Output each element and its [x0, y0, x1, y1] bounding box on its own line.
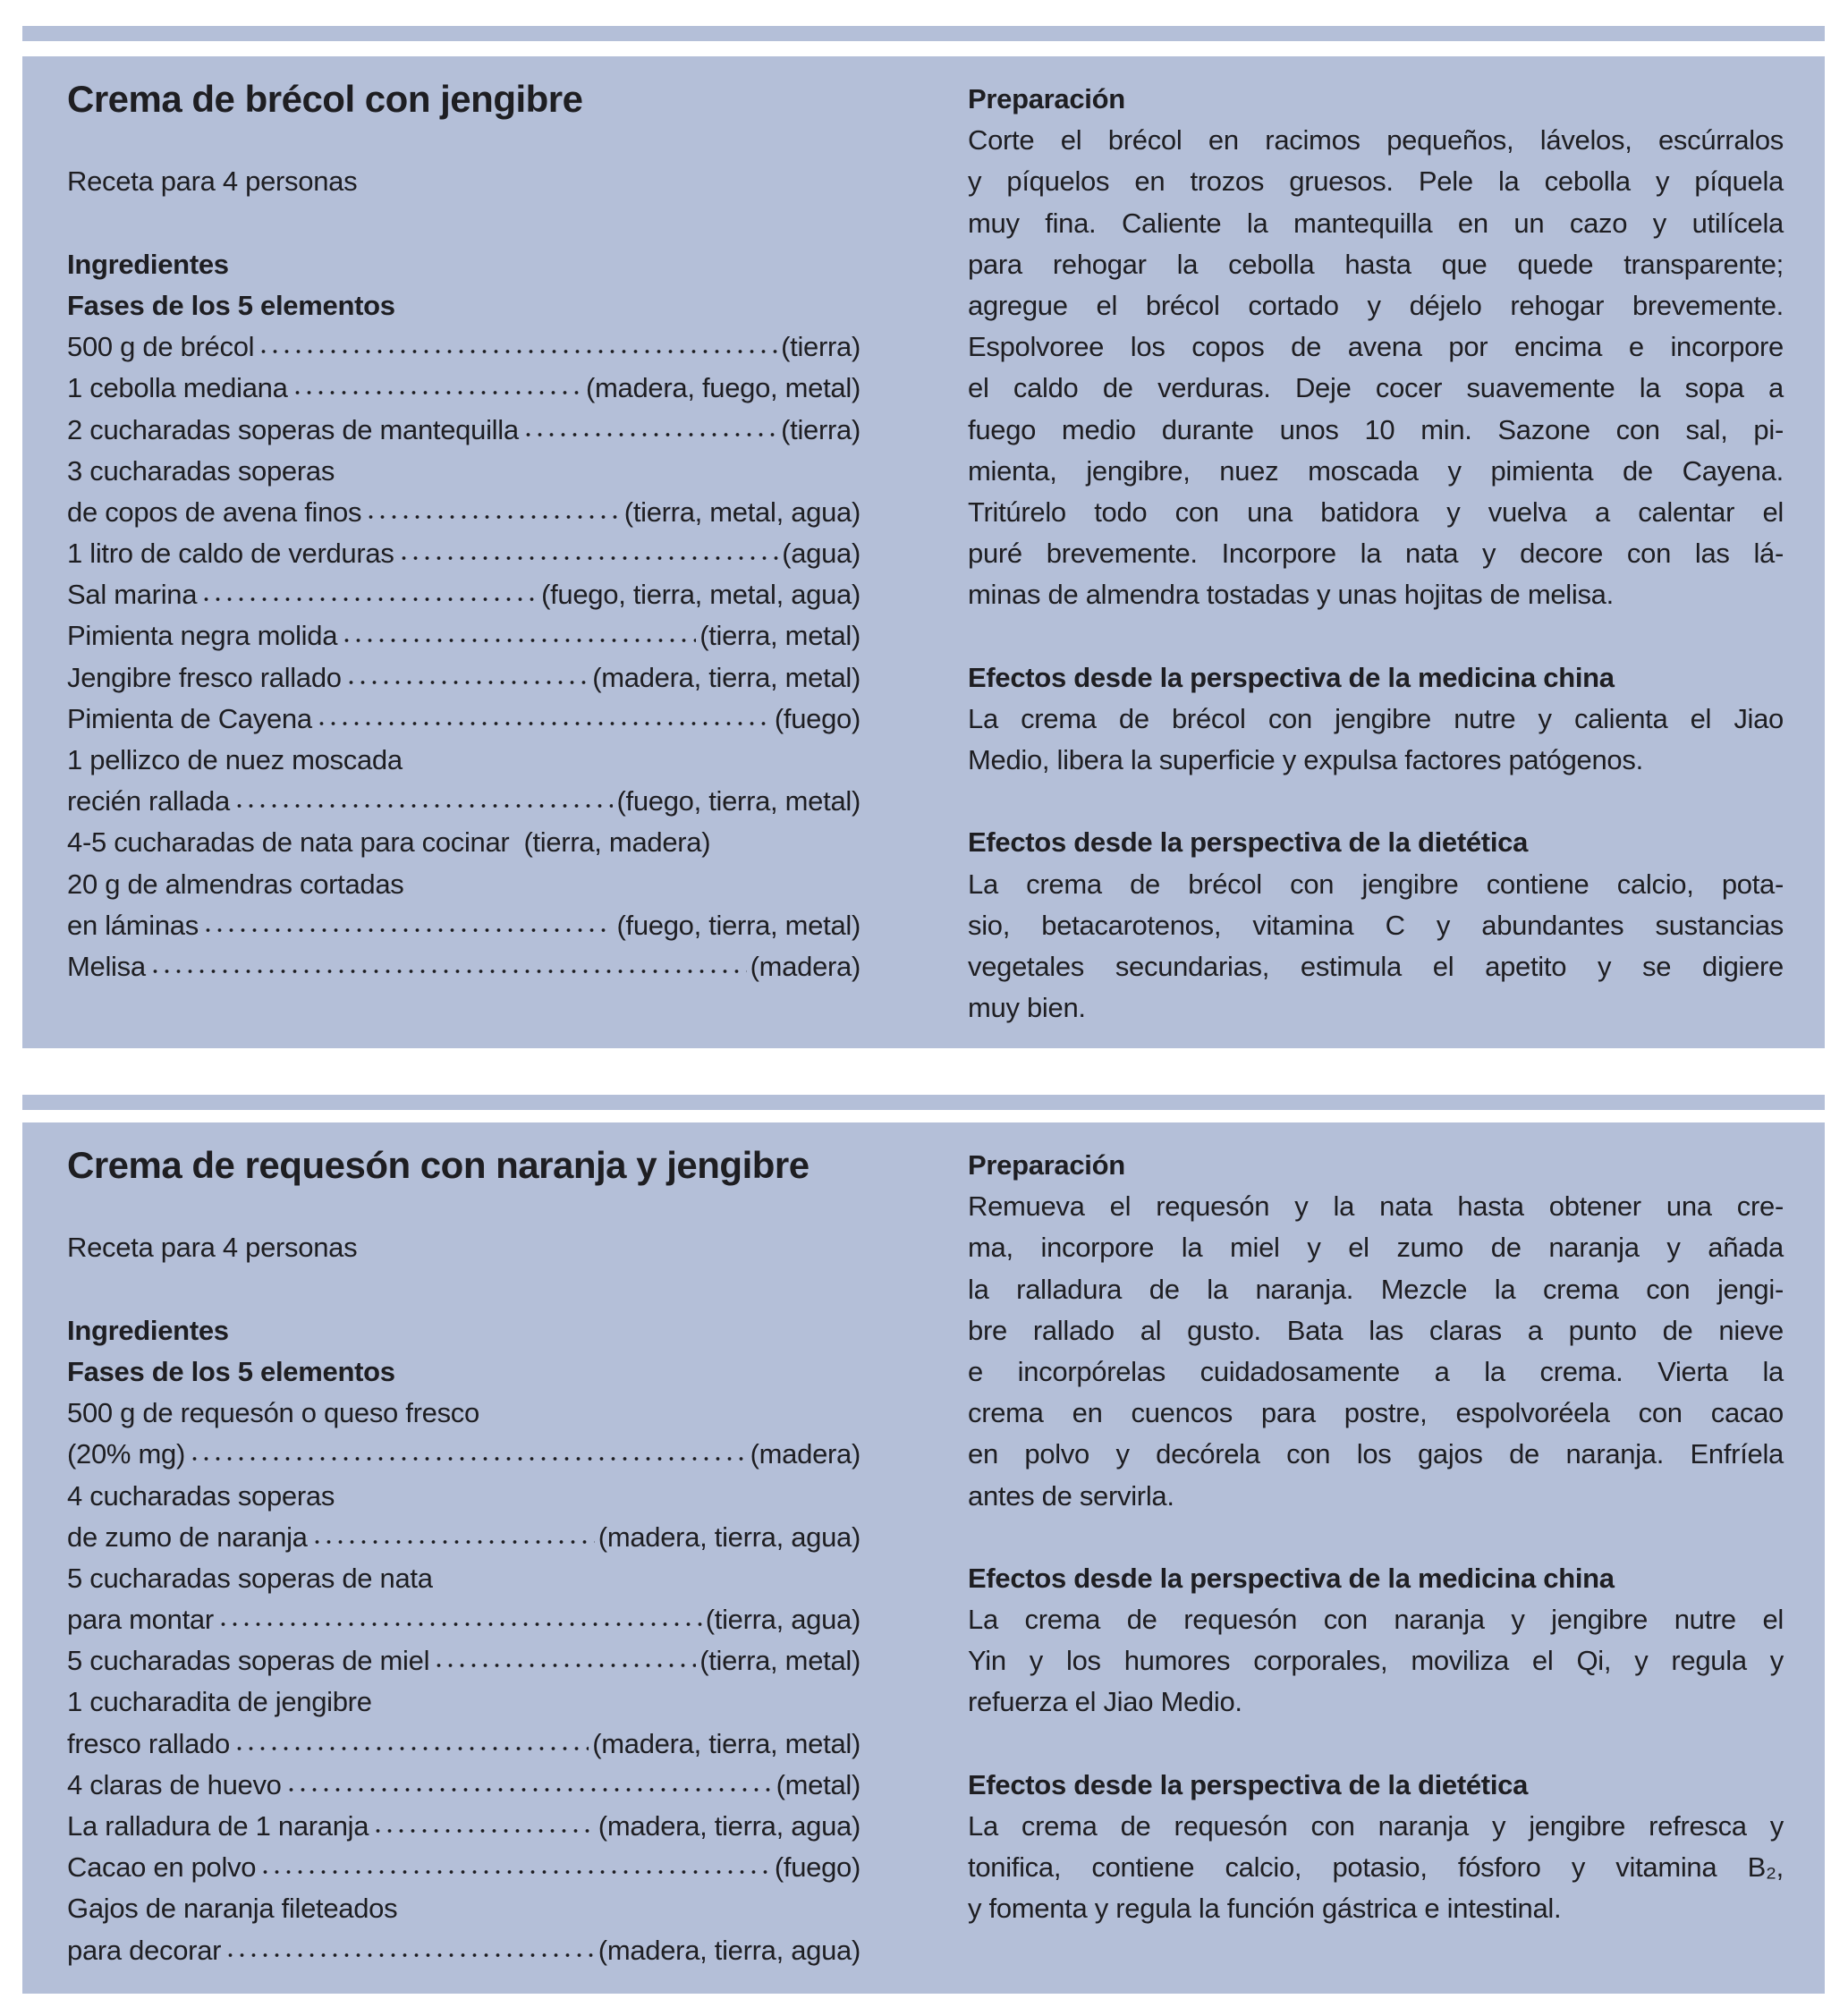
ingredient-row [67, 533, 860, 574]
ingredient-line-prefix: Gajos de naranja fileteados [67, 1893, 398, 1925]
ingredient-phases: (fuego, tierra, metal, agua) [541, 579, 860, 611]
recipe-left-column [67, 79, 860, 987]
ingredient-row [67, 410, 860, 451]
ingredient-phases: (tierra, metal) [699, 620, 860, 652]
dot-leader [225, 1951, 595, 1960]
ingredient-name: fresco rallado [67, 1727, 230, 1759]
spacer [67, 1186, 860, 1227]
top-divider-strip-2 [22, 1095, 1825, 1110]
ingredient-row [67, 905, 860, 946]
ingredient-name: 500 g de brécol [67, 331, 255, 363]
section-text-line: puré brevemente. Incorpore la nata y decore con las lá- [968, 538, 1784, 570]
servings-text: Receta para 4 personas [67, 165, 358, 198]
section-text-line: vegetales secundarias, estimula el apetito y se digiere [968, 950, 1784, 982]
ingredient-phases: (madera, tierra, agua) [598, 1810, 860, 1842]
ingredient-row [67, 1765, 860, 1806]
section-text-line: Tritúrelo todo con una batidora y vuelva a calentar el [968, 496, 1784, 528]
ingredient-row [67, 1930, 860, 1971]
ingredient-row [67, 574, 860, 615]
ingredient-phases: (tierra) [781, 413, 860, 445]
ingredient-name: 1 cebolla mediana [67, 372, 288, 404]
recipe-card-brecol [22, 56, 1825, 1048]
ingredient-name: Pimienta de Cayena [67, 702, 312, 734]
ingredients-heading: Ingredientes [67, 248, 229, 280]
section-text-line: minas de almendra tostadas y unas hojitas de melisa. [968, 579, 1614, 611]
ingredient-phases: (tierra, madera) [523, 826, 711, 859]
dot-leader [149, 967, 747, 976]
servings-text: Receta para 4 personas [67, 1232, 358, 1264]
section-text-line: refuerza el Jiao Medio. [968, 1686, 1242, 1718]
spacer [968, 1724, 1784, 1765]
section-heading: Preparación [968, 1149, 1125, 1181]
spacer [968, 1517, 1784, 1558]
dot-leader [258, 347, 777, 356]
ingredient-phases: (madera) [750, 1438, 860, 1470]
dot-leader [398, 554, 779, 563]
ingredient-name: (20% mg) [67, 1438, 185, 1470]
section-heading: Efectos desde la perspectiva de la dietética [968, 1768, 1529, 1800]
section-text-line: La crema de brécol con jengibre nutre y calienta el Jiao [968, 702, 1784, 734]
section-text-line: en polvo y decórela con los gajos de naranja. Enfríela [968, 1438, 1784, 1470]
recipe-right-column [968, 79, 1784, 1029]
ingredient-phases: (agua) [782, 538, 860, 570]
section-heading: Efectos desde la perspectiva de la medicina china [968, 661, 1615, 693]
dot-leader [259, 1868, 771, 1876]
phases-heading: Fases de los 5 elementos [67, 289, 395, 321]
section-text-line: tonifica, contiene calcio, potasio, fósforo y vitamina B₂, [968, 1851, 1784, 1884]
ingredient-name: Jengibre fresco rallado [67, 661, 342, 693]
ingredient-name: recién rallada [67, 785, 230, 817]
ingredient-line-prefix: 3 cucharadas soperas [67, 454, 335, 487]
ingredient-row [67, 1806, 860, 1847]
section-heading: Efectos desde la perspectiva de la medicina china [968, 1562, 1615, 1594]
ingredient-phases: (fuego) [774, 702, 860, 734]
section-text-line: Corte el brécol en racimos pequeños, lávelos, escúrralos [968, 124, 1784, 157]
section-text-line: antes de servirla. [968, 1479, 1174, 1512]
dot-leader [433, 1661, 696, 1670]
section-text-line: mienta, jengibre, nuez moscada y pimienta de Cayena. [968, 454, 1784, 487]
ingredient-name: Melisa [67, 950, 146, 982]
dot-leader [233, 1744, 589, 1753]
ingredient-phases: (tierra, metal) [699, 1645, 860, 1677]
spacer [67, 1269, 860, 1310]
ingredient-phases: (tierra, agua) [705, 1604, 860, 1636]
ingredient-row [67, 615, 860, 656]
dot-leader [202, 926, 614, 935]
dot-leader [217, 1620, 702, 1629]
section-text-line: Yin y los humores corporales, moviliza el Qi, y regula y [968, 1645, 1784, 1677]
section-text-line: muy fina. Caliente la mantequilla en un cazo y utilícela [968, 207, 1784, 239]
recipe-right-column [968, 1145, 1784, 1930]
ingredient-row [67, 1599, 860, 1640]
ingredient-row [67, 1724, 860, 1765]
section-text-line: ma, incorpore la miel y el zumo de naranja y añada [968, 1232, 1784, 1264]
spacer [968, 781, 1784, 822]
section-text-line: e incorpórelas cuidadosamente a la crema. Vierta la [968, 1355, 1784, 1387]
ingredient-name: 4-5 cucharadas de nata para cocinar [67, 826, 510, 859]
ingredient-name: para decorar [67, 1934, 222, 1966]
dot-leader [365, 512, 621, 521]
ingredient-phases: (fuego) [774, 1851, 860, 1884]
section-text-line: fuego medio durante unos 10 min. Sazone con sal, pi- [968, 413, 1784, 445]
ingredient-phases: (madera, tierra, agua) [598, 1520, 860, 1553]
dot-leader [316, 719, 771, 728]
section-text-line: el caldo de verduras. Deje cocer suavemente la sopa a [968, 372, 1784, 404]
dot-leader [372, 1826, 595, 1835]
ingredient-name: para montar [67, 1604, 214, 1636]
ingredient-name: La ralladura de 1 naranja [67, 1810, 369, 1842]
ingredient-phases: (fuego, tierra, metal) [616, 785, 860, 817]
spacer [67, 203, 860, 244]
section-text-line: y fomenta y regula la función gástrica e intestinal. [968, 1893, 1562, 1925]
ingredient-row [67, 1434, 860, 1475]
ingredient-row [67, 1847, 860, 1888]
ingredient-line-prefix: 5 cucharadas soperas de nata [67, 1562, 433, 1594]
dot-leader [292, 388, 582, 397]
section-text-line: Espolvoree los copos de avena por encima e incorpore [968, 331, 1784, 363]
section-heading: Preparación [968, 83, 1125, 114]
dot-leader [285, 1785, 773, 1794]
ingredient-phases: (fuego, tierra, metal) [616, 909, 860, 941]
section-heading: Efectos desde la perspectiva de la dietética [968, 826, 1529, 859]
spacer [67, 120, 860, 161]
section-text-line: agregue el brécol cortado y déjelo rehogar brevemente. [968, 289, 1784, 321]
ingredient-phases: (metal) [776, 1768, 860, 1800]
spacer [968, 615, 1784, 656]
ingredient-name: Sal marina [67, 579, 198, 611]
ingredient-name: 1 litro de caldo de verduras [67, 538, 394, 570]
ingredient-name: 4 claras de huevo [67, 1768, 282, 1800]
dot-leader [311, 1537, 595, 1546]
dot-leader [345, 678, 589, 687]
ingredient-row [67, 946, 860, 987]
ingredient-row [67, 492, 860, 533]
ingredient-row [67, 781, 860, 822]
dot-leader [522, 430, 777, 439]
ingredient-line-prefix: 500 g de requesón o queso fresco [67, 1397, 479, 1429]
ingredient-phases: (madera, tierra, agua) [598, 1934, 860, 1966]
section-text-line: la ralladura de la naranja. Mezcle la crema con jengi- [968, 1273, 1784, 1305]
section-text-line: bre rallado al gusto. Bata las claras a punto de nieve [968, 1314, 1784, 1346]
ingredient-row [67, 1517, 860, 1558]
section-text-line: La crema de requesón con naranja y jengibre nutre el [968, 1604, 1784, 1636]
ingredient-name: de copos de avena finos [67, 496, 362, 528]
ingredient-phases: (tierra) [781, 331, 860, 363]
recipe-title: Crema de brécol con jengibre [67, 78, 583, 120]
ingredient-phases: (madera) [750, 950, 860, 982]
ingredient-line-prefix: 1 pellizco de nuez moscada [67, 744, 403, 775]
section-text-line: sio, betacarotenos, vitamina C y abundantes sustancias [968, 909, 1784, 941]
ingredient-phases: (madera, tierra, metal) [592, 661, 860, 693]
ingredient-row [67, 699, 860, 740]
ingredient-line-prefix: 4 cucharadas soperas [67, 1479, 335, 1512]
section-text-line: La crema de brécol con jengibre contiene calcio, pota- [968, 868, 1784, 900]
recipe-card-requeson [22, 1122, 1825, 1994]
phases-heading: Fases de los 5 elementos [67, 1355, 395, 1387]
section-text-line: crema en cuencos para postre, espolvoréela con cacao [968, 1397, 1784, 1429]
ingredient-row [67, 657, 860, 699]
section-text-line: Remueva el requesón y la nata hasta obtener una cre- [968, 1190, 1784, 1223]
ingredient-row [67, 368, 860, 409]
ingredient-name: Cacao en polvo [67, 1851, 257, 1884]
dot-leader [341, 636, 696, 645]
section-text-line: y píquelos en trozos gruesos. Pele la cebolla y píquela [968, 165, 1784, 198]
dot-leader [513, 843, 520, 851]
ingredient-name: Pimienta negra molida [67, 620, 338, 652]
top-divider-strip-1 [22, 26, 1825, 41]
ingredient-phases: (madera, fuego, metal) [586, 372, 860, 404]
ingredients-heading: Ingredientes [67, 1314, 229, 1346]
ingredient-line-prefix: 1 cucharadita de jengibre [67, 1686, 372, 1718]
ingredient-name: en láminas [67, 909, 199, 941]
dot-leader [189, 1454, 747, 1463]
ingredient-row [67, 822, 860, 863]
section-text-line: muy bien. [968, 992, 1086, 1024]
ingredient-row [67, 1640, 860, 1681]
dot-leader [200, 595, 538, 604]
ingredient-row [67, 326, 860, 368]
section-text-line: La crema de requesón con naranja y jengibre refresca y [968, 1810, 1784, 1842]
dot-leader [233, 801, 614, 810]
ingredient-phases: (tierra, metal, agua) [623, 496, 860, 528]
section-text-line: para rehogar la cebolla hasta que quede transparente; [968, 248, 1784, 280]
ingredient-line-prefix: 20 g de almendras cortadas [67, 868, 404, 900]
ingredient-name: 2 cucharadas soperas de mantequilla [67, 413, 519, 445]
recipe-title: Crema de requesón con naranja y jengibre [67, 1144, 810, 1186]
ingredient-name: 5 cucharadas soperas de miel [67, 1645, 430, 1677]
section-text-line: Medio, libera la superficie y expulsa factores patógenos. [968, 744, 1643, 775]
ingredient-phases: (madera, tierra, metal) [592, 1727, 860, 1759]
ingredient-name: de zumo de naranja [67, 1520, 308, 1553]
recipe-left-column [67, 1145, 860, 1971]
